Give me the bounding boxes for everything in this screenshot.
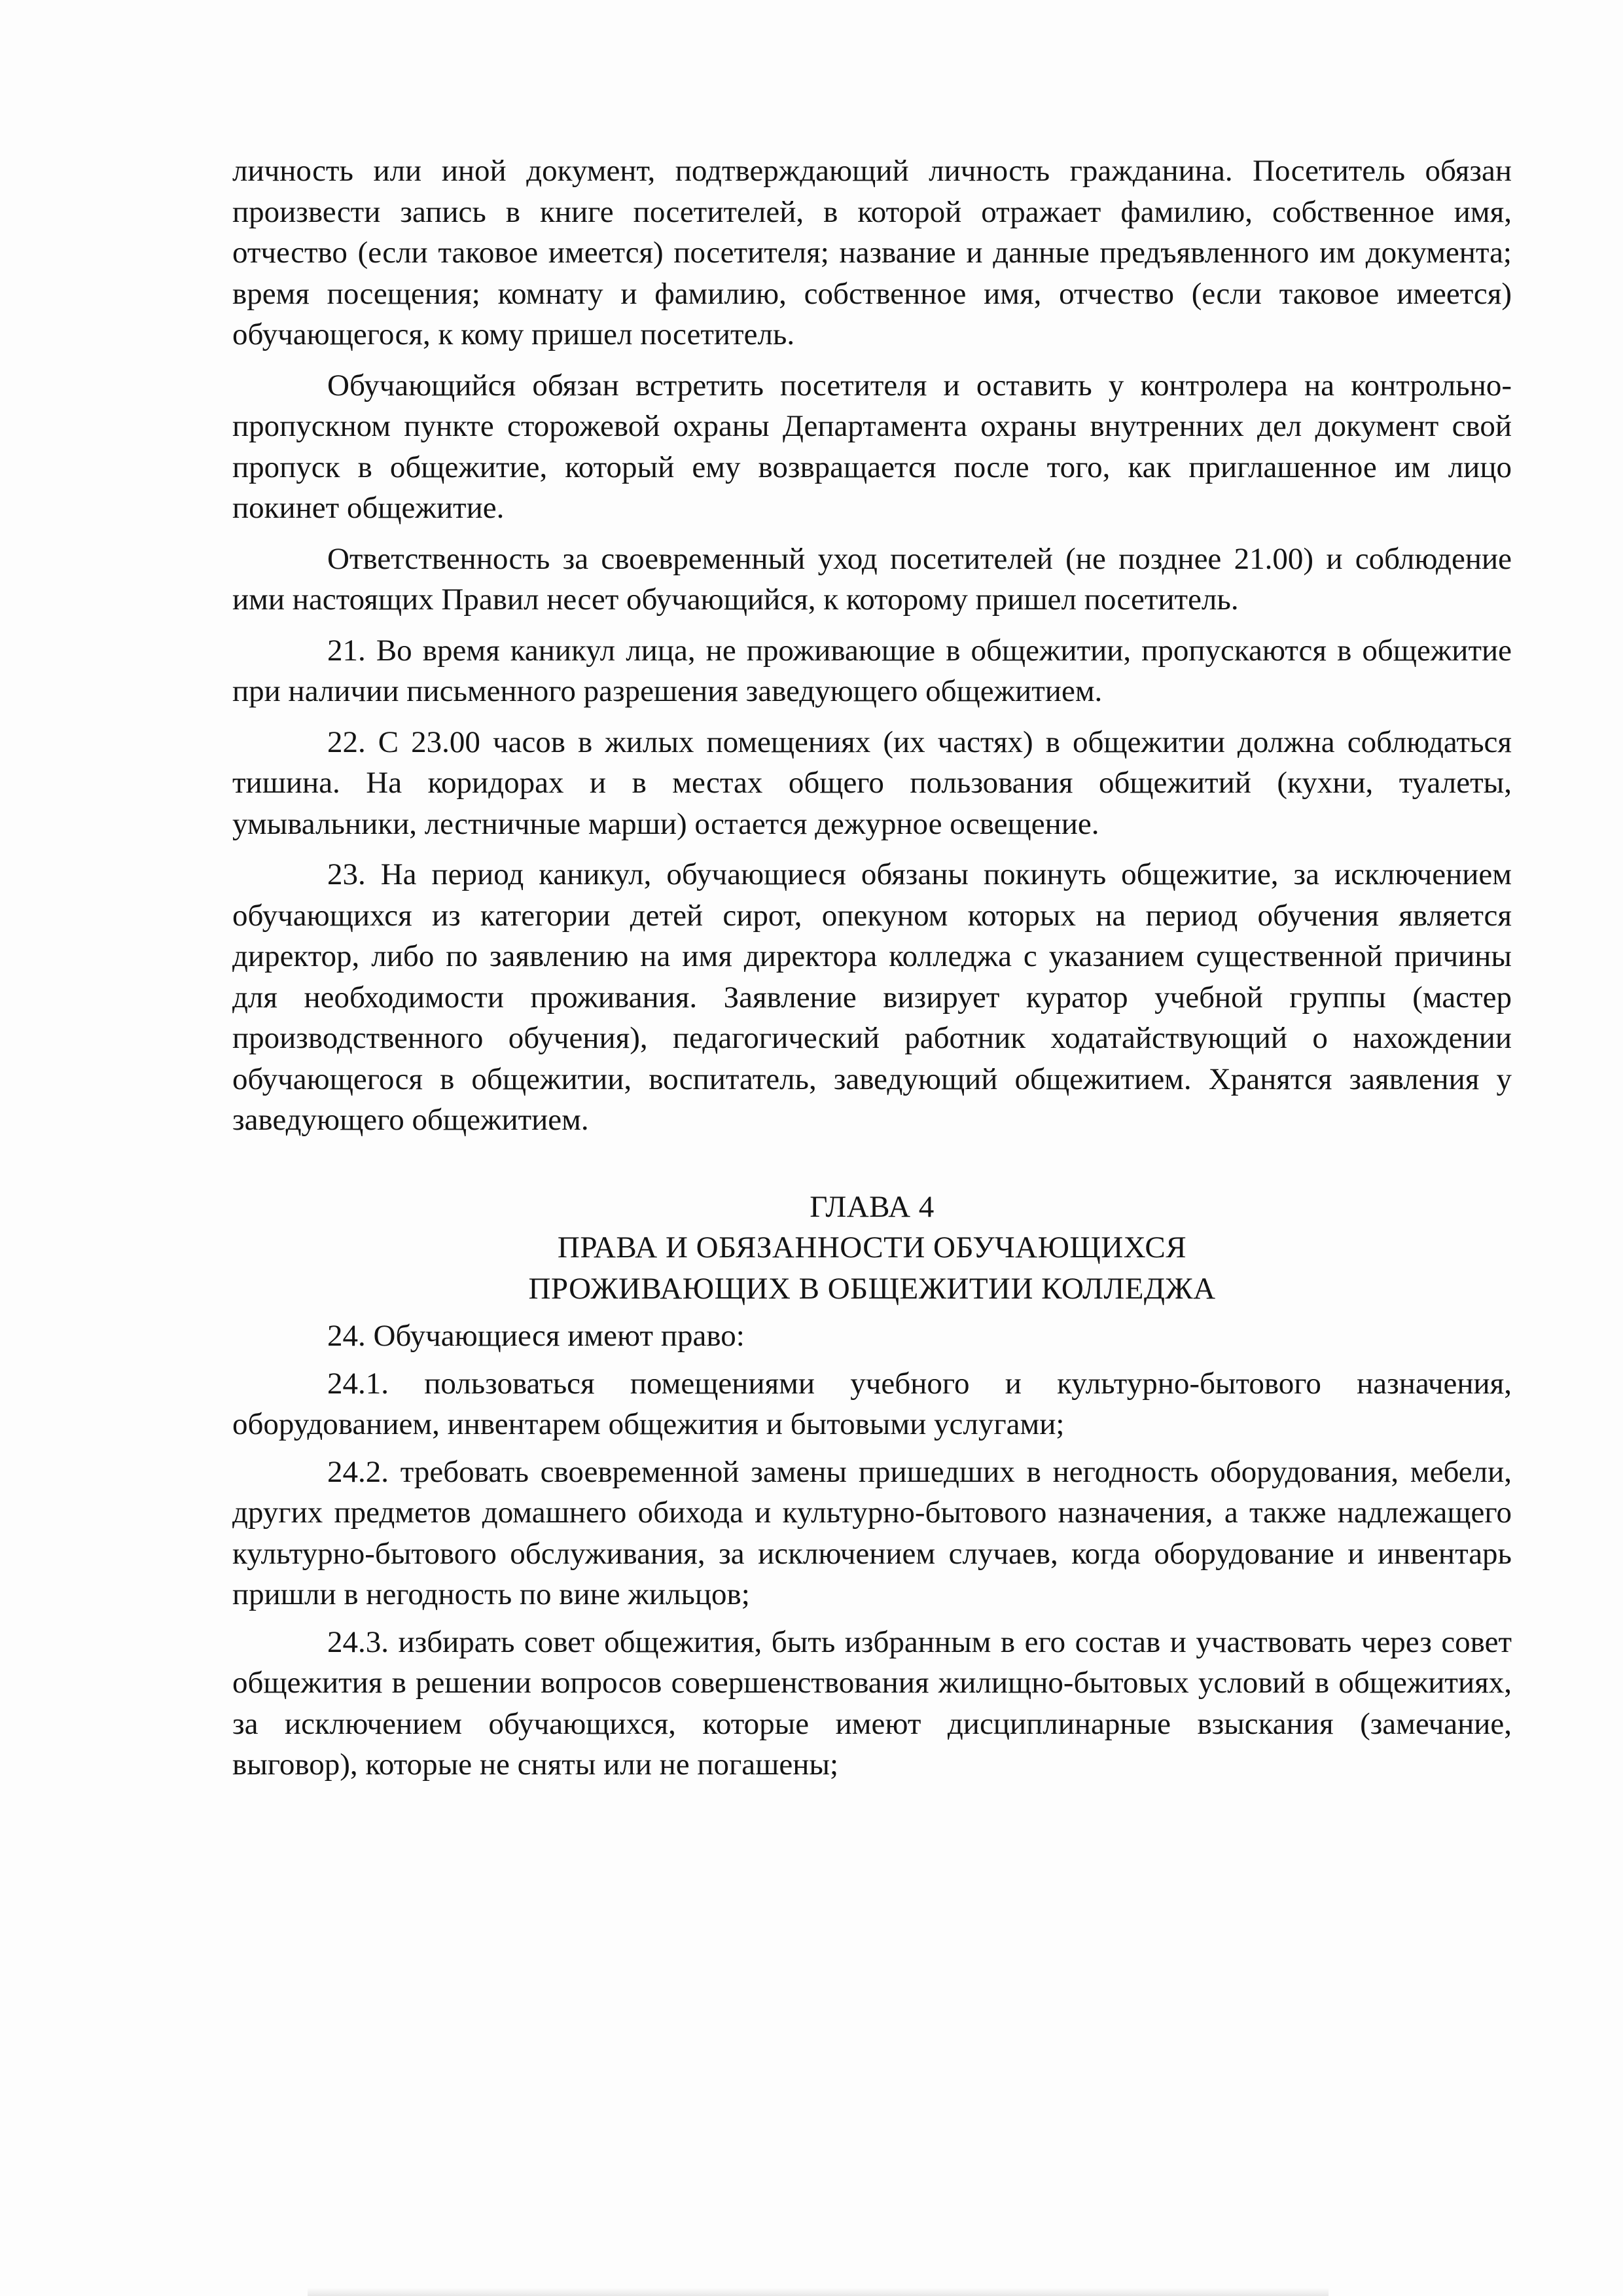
paragraph-clause-24-3: 24.3. избирать совет общежития, быть избранным в его состав и участвовать через совет общежития в решении вопросов совершенствования жилищно-бытовых условий в общежитиях, за исключением обучающихся, которые имеют дисциплинарные взыскания (замечание, выговор), которые не сняты или не погашены; bbox=[232, 1624, 1512, 1782]
paragraph-clause-24-2: 24.2. требовать своевременной замены пришедших в негодность оборудования, мебели, других предметов домашнего обихода и культурно-бытового назначения, а также надлежащего культурно-бытового обслуживания, за исключением случаев, когда оборудование и инвентарь пришли в негодность по вине жильцов; bbox=[232, 1454, 1512, 1611]
chapter-title-line-1: ПРАВА И ОБЯЗАННОСТИ ОБУЧАЮЩИХСЯ bbox=[557, 1230, 1187, 1265]
document-body bbox=[232, 151, 1512, 1792]
chapter-number: ГЛАВА 4 bbox=[810, 1189, 935, 1224]
paragraph-clause-21: 21. Во время каникул лица, не проживающие в общежитии, пропускаются в общежитие при наличии письменного разрешения заведующего общежитием. bbox=[232, 633, 1512, 708]
paragraph-visitor-responsibility: Ответственность за своевременный уход посетителей (не позднее 21.00) и соблюдение ими настоящих Правил несет обучающийся, к которому пришел посетитель. bbox=[232, 541, 1512, 617]
chapter-title-line-2: ПРОЖИВАЮЩИХ В ОБЩЕЖИТИИ КОЛЛЕДЖА bbox=[528, 1271, 1216, 1306]
chapter-heading bbox=[232, 1187, 1512, 1310]
paragraph-visitor-registration: личность или иной документ, подтверждающий личность гражданина. Посетитель обязан произвести запись в книге посетителей, в которой отражает фамилию, собственное имя, отчество (если таковое имеется) посетителя; название и данные предъявленного им документа; время посещения; комнату и фамилию, собственное имя, отчество (если таковое имеется) обучающегося, к кому пришел посетитель. bbox=[232, 154, 1512, 351]
paragraph-clause-24-1: 24.1. пользоваться помещениями учебного и культурно-бытового назначения, оборудованием, инвентарем общежития и бытовыми услугами; bbox=[232, 1366, 1512, 1441]
paragraph-student-meets-visitor: Обучающийся обязан встретить посетителя и оставить у контролера на контрольно-пропускном пункте сторожевой охраны Департамента охраны внутренних дел документ свой пропуск в общежитие, который ему возвращается после того, как приглашенное им лицо покинет общежитие. bbox=[232, 368, 1512, 525]
paragraph-clause-22: 22. С 23.00 часов в жилых помещениях (их частях) в общежитии должна соблюдаться тишина. На коридорах и в местах общего пользования общежитий (кухни, туалеты, умывальники, лестничные марши) остается дежурное освещение. bbox=[232, 725, 1512, 841]
paragraph-clause-23: 23. На период каникул, обучающиеся обязаны покинуть общежитие, за исключением обучающихся из категории детей сирот, опекуном которых на период обучения является директор, либо по заявлению на имя директора колледжа с указанием существенной причины для необходимости проживания. Заявление визирует куратор учебной группы (мастер производственного обучения), педагогический работник ходатайствующий о нахождении обучающегося в общежитии, воспитатель, заведующий общежитием. Хранятся заявления у заведующего общежитием. bbox=[232, 857, 1512, 1137]
paragraph-clause-24-intro: 24. Обучающиеся имеют право: bbox=[327, 1319, 745, 1353]
scan-edge-shadow bbox=[308, 2287, 1329, 2296]
